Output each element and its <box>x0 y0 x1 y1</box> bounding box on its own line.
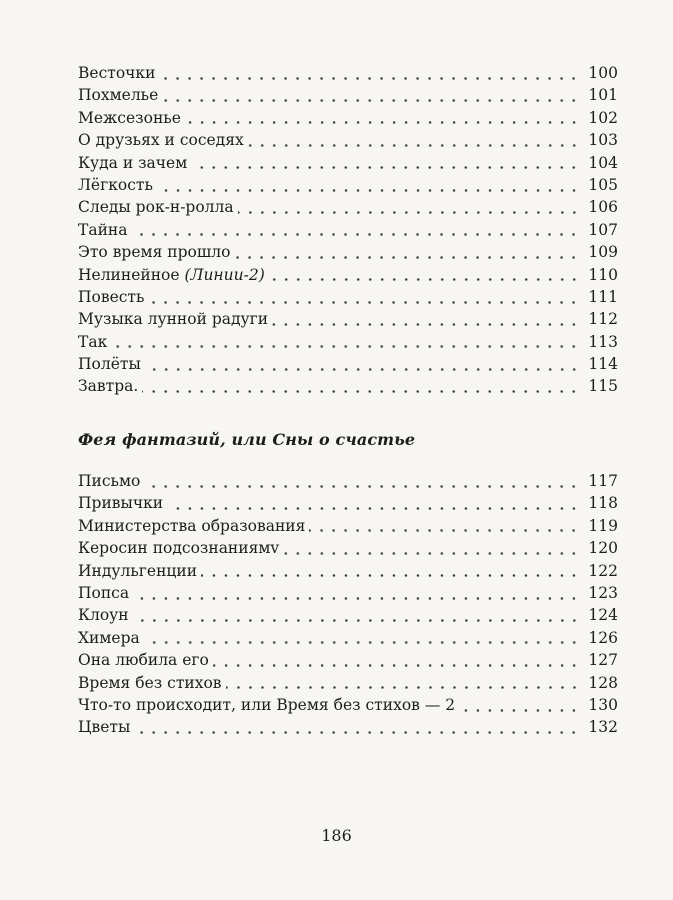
toc-entry <box>78 582 618 604</box>
toc-entry-page: 127 <box>588 651 618 670</box>
toc-entry-title: Клоун <box>78 606 129 625</box>
toc-entry-title: Похмелье <box>78 86 159 105</box>
toc-entry-title <box>78 264 269 286</box>
dot-leader <box>191 166 580 169</box>
section-heading: Фея фантазий, или Сны о счастье <box>78 430 416 449</box>
toc-entry-page: 118 <box>588 494 618 513</box>
toc-entry-title: Что-то происходит, или Время без стихов — 2 <box>78 695 456 714</box>
toc-entry-title: Полёты <box>78 355 141 374</box>
toc-entry-title: Керосин подсознаниямv <box>78 539 280 558</box>
toc-entry <box>78 174 618 196</box>
toc-entry <box>78 560 618 582</box>
dot-leader <box>148 301 580 304</box>
toc-entry-page: 105 <box>588 175 618 194</box>
dot-leader <box>134 731 580 734</box>
dot-leader <box>238 211 580 214</box>
dot-leader <box>269 278 580 281</box>
dot-leader <box>309 529 580 532</box>
toc-entry-title: Лёгкость <box>78 175 153 194</box>
toc-entry-page: 119 <box>588 516 618 535</box>
toc-entry <box>78 716 618 738</box>
dot-leader <box>162 99 580 102</box>
toc-entry-title: Тайна <box>78 220 128 239</box>
toc-entry <box>78 672 618 694</box>
toc-entry-page: 128 <box>588 673 618 692</box>
toc-entry <box>78 515 618 537</box>
toc-entry-title: Межсезонье <box>78 108 181 127</box>
dot-leader <box>167 507 580 510</box>
toc-entry-page: 123 <box>588 583 618 602</box>
toc-entry <box>78 107 618 129</box>
dot-leader <box>459 709 580 712</box>
toc-entry-page: 132 <box>588 718 618 737</box>
toc-entry-title: Индульгенции <box>78 561 198 580</box>
toc-entry-page: 106 <box>588 198 618 217</box>
toc-entry-title: Химера <box>78 628 140 647</box>
toc-entry-page: 124 <box>588 606 618 625</box>
toc-entry-title: Завтра. <box>78 377 139 396</box>
toc-entry-page: 120 <box>588 539 618 558</box>
toc-entry-title: Она любила его <box>78 651 209 670</box>
toc-entry-page: 109 <box>588 243 618 262</box>
toc-entry-title: Время без стихов <box>78 673 222 692</box>
toc-entry-title: Повесть <box>78 287 145 306</box>
toc-entry-page: 112 <box>588 310 618 329</box>
toc-entry-title: Так <box>78 332 108 351</box>
dot-leader <box>131 233 580 236</box>
toc-entry-page: 110 <box>588 265 618 284</box>
toc-entry-page: 117 <box>588 472 618 490</box>
toc-entry-title: Попса <box>78 583 130 602</box>
toc-entry <box>78 219 618 241</box>
toc-entry-title: Привычки <box>78 494 164 513</box>
dot-leader <box>226 686 580 689</box>
dot-leader <box>157 189 580 192</box>
dot-leader <box>201 574 580 577</box>
toc-entry <box>78 537 618 559</box>
toc-entry <box>78 470 618 492</box>
toc-entry-page: 114 <box>588 355 618 374</box>
dot-leader <box>133 619 580 622</box>
toc-list-part-1 <box>78 62 618 398</box>
toc-entry-page: 102 <box>588 108 618 127</box>
toc-entry-page: 107 <box>588 220 618 239</box>
toc-entry <box>78 694 618 716</box>
toc-entry <box>78 604 618 626</box>
toc-entry <box>78 152 618 174</box>
toc-entry-page: 101 <box>588 86 618 105</box>
toc-entry <box>78 353 618 375</box>
dot-leader <box>145 368 580 371</box>
toc-entry <box>78 62 618 84</box>
toc-entry-title: Министерства образования <box>78 516 306 535</box>
dot-leader <box>283 552 580 555</box>
toc-entry-title: Следы рок-н-ролла <box>78 198 234 217</box>
dot-leader <box>144 485 580 488</box>
toc-entry-page: 122 <box>588 561 618 580</box>
dot-leader <box>248 144 580 147</box>
dot-leader <box>234 256 580 259</box>
toc-entry-page: 111 <box>588 287 618 306</box>
dot-leader <box>142 390 580 393</box>
dot-leader <box>213 664 580 667</box>
toc-entry-title: Это время прошло <box>78 243 231 262</box>
toc-entry <box>78 286 618 308</box>
toc-entry <box>78 84 618 106</box>
toc-entry <box>78 129 618 151</box>
toc-entry <box>78 375 618 397</box>
toc-entry <box>78 627 618 649</box>
toc-entry-page: 130 <box>588 695 618 714</box>
toc-entry <box>78 196 618 218</box>
toc-entry-title: Музыка лунной радуги <box>78 310 269 329</box>
toc-entry-page: 104 <box>588 153 618 172</box>
dot-leader <box>144 641 580 644</box>
toc-entry <box>78 492 618 514</box>
dot-leader <box>159 77 580 80</box>
dot-leader <box>272 323 580 326</box>
toc-list-part-2 <box>78 470 618 739</box>
toc-entry <box>78 308 618 330</box>
toc-entry-title: Весточки <box>78 64 156 82</box>
page-number: 186 <box>321 826 352 845</box>
toc-entry-page: 115 <box>588 377 618 396</box>
toc-entry-page: 126 <box>588 628 618 647</box>
toc-entry <box>78 241 618 263</box>
toc-entry-title: Письмо <box>78 472 141 490</box>
toc-entry-page: 103 <box>588 131 618 150</box>
toc-entry <box>78 264 618 286</box>
toc-entry-title: Куда и зачем <box>78 153 188 172</box>
toc-entry-title-roman: Нелинейное <box>78 265 185 284</box>
toc-entry <box>78 331 618 353</box>
toc-entry-page: 100 <box>588 64 618 82</box>
toc-entry-title: Цветы <box>78 718 131 737</box>
dot-leader <box>111 345 580 348</box>
toc-entry-title: О друзьях и соседях <box>78 131 244 150</box>
toc-entry <box>78 649 618 671</box>
toc-entry-title-italic: (Линии-2) <box>184 265 265 284</box>
toc-entry-page: 113 <box>588 332 618 351</box>
dot-leader <box>185 121 580 124</box>
dot-leader <box>133 597 580 600</box>
